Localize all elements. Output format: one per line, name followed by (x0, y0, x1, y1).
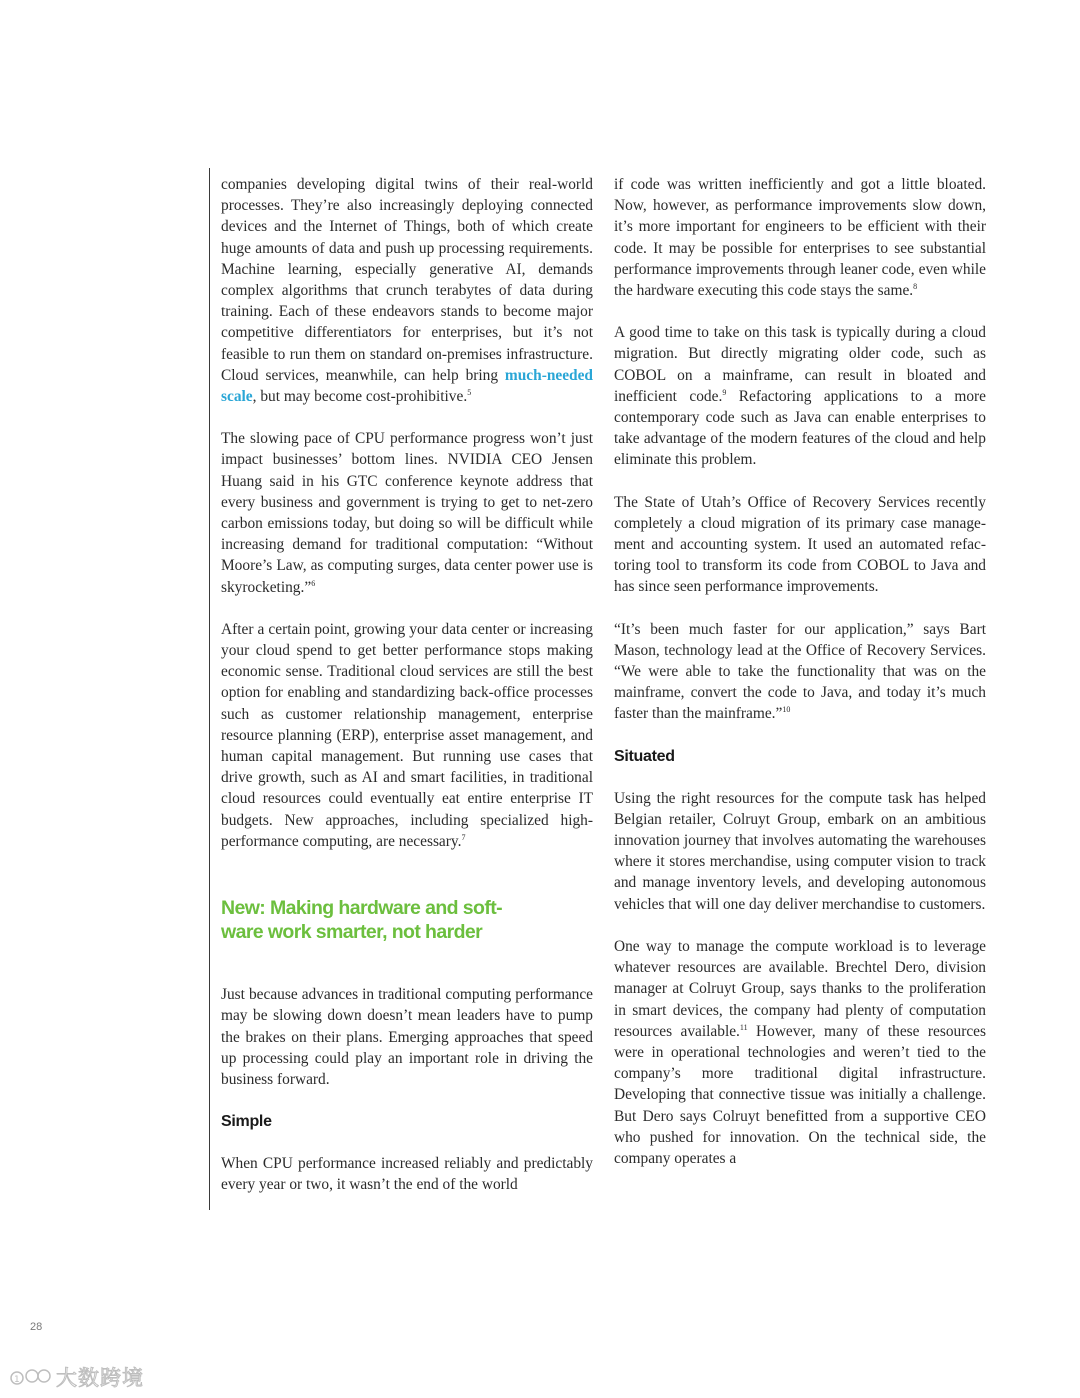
left-paragraph-2: The slowing pace of CPU performance progress won’t just impact businesses’ bottom lines. NVIDIA CEO Jensen Huang said in his GTC conference keynote address that every business and government is trying to get to net-zero carbon emissions today, but doing so will be difficult while increasing demand for traditional computation: “Without Moore’s Law, as computing surges, data center power use is skyrocketing.”$^6$ (221, 430, 593, 596)
right-paragraph-5: Using the right resources for the compute task has helped Belgian retailer, Colruyt Group, embark on an ambitious innovation journey that involves automating the warehouses where it stores merchandise, using computer vision to track and manage inventory levels, and developing autonomous vehicles that will one day deliver merchandise to customers. (614, 789, 986, 913)
watermark-text: 大数跨境 (56, 1366, 144, 1390)
footnote-ref[interactable]: 8 (913, 281, 918, 291)
footnote-ref[interactable]: 5 (467, 387, 472, 397)
left-paragraph-5: When CPU performance increased reliably and predictably every year or two, it wasn’t the end of the world (221, 1155, 593, 1194)
watermark-logo-icon (10, 1364, 52, 1390)
left-paragraph-1: companies developing digital twins of their real-world processes. They’re also increasingly deploying connected devices and the Internet of Things, both of which create huge amounts of data and push up processing requirements. Machine learning, especially generative AI, demands complex algorithms that crunch terabytes of data during training. Each of these endeavors stands to become major competitive differentiators for enterprises, but it’s not feasible to run them on standard on-premises infrastructure. Cloud services, meanwhile, can help bring much-needed scale, but may become cost-prohibitive.$^5$ (221, 176, 593, 406)
right-column (614, 174, 986, 1190)
column-divider-rule (209, 168, 210, 1210)
footnote-ref[interactable]: 11 (739, 1022, 748, 1032)
footnote-ref[interactable]: 10 (782, 705, 791, 715)
much-needed-scale-link[interactable]: much-needed scale (221, 366, 593, 406)
svg-text:1: 1 (14, 1375, 20, 1385)
subheading-situated: Situated (614, 747, 675, 765)
footnote-ref[interactable]: 6 (311, 578, 316, 588)
left-column (221, 174, 593, 1217)
right-paragraph-3: The State of Utah’s Office of Recovery Services recently completely a cloud migration of its primary case management and accounting system. It used an automated refactoring tool to transform its code from COBOL to Java and has since seen performance improvements. (614, 493, 986, 596)
page-number: 28 (30, 1321, 43, 1333)
right-paragraph-2: A good time to take on this task is typically during a cloud migration. But directly migrating older code, such as COBOL on a mainframe, can result in bloated and inefficient code.$^9$ Refactoring applications to a more contemporary code such as Java can enable enterprises to take advantage of the modern features of the cloud and help eliminate this problem. (614, 324, 986, 469)
right-paragraph-1: if code was written inefficiently and got a little bloated. Now, however, as performance improvements slow down, it’s more important for engineers to be efficient with their code. It may be possible for enterprises to see substantial performance improvements through leaner code, even while the hardware executing this code stays the same.$^8$ (614, 176, 986, 300)
footnote-ref[interactable]: 7 (461, 832, 466, 842)
left-paragraph-3: After a certain point, growing your data center or increasing your cloud spend to get better performance stops making economic sense. Traditional cloud services are still the best option for enabling and standardizing back-office processes such as customer relationship management, enterprise resource planning (ERP), enterprise asset management, and human capital management. But running use cases that drive growth, such as AI and smart facilities, in traditional cloud resources could eventually eat entire enterprise IT budgets. New approaches, including specialized high-performance computing, are necessary.$^7$ (221, 620, 593, 850)
footnote-ref[interactable]: 9 (722, 387, 727, 397)
section-heading: New: Making hardware and soft- ware work smarter, not harder (221, 897, 503, 944)
right-paragraph-4: “It’s been much faster for our application,” says Bart Mason, technology lead at the Office of Recovery Services. “We were able to take the functionality that was on the mainframe, convert the code to Java, and today it’s much faster than the mainframe.”$^{10}$ (614, 620, 986, 723)
watermark (10, 1362, 144, 1392)
right-paragraph-6: One way to manage the compute workload is to leverage whatever resources are available. Brechtel Dero, division manager at Colruyt Group, says thanks to the proliferation in smart devices, the company had plenty of computation resources available.$^{11}$ However, many of these resources were in operational technologies and weren’t tied to the company’s more traditional digital infrastructure. Developing that connective tissue was initially a challenge. But Dero says Colruyt benefitted from a supportive CEO who pushed for innovation. On the technical side, the company operates a (614, 937, 986, 1167)
subheading-simple: Simple (221, 1113, 272, 1131)
left-paragraph-4: Just because advances in traditional computing performance may be slowing down doesn’t mean leaders have to pump the brakes on their plans. Emerging approaches that speed up processing could play an important role in driving the business forward. (221, 986, 593, 1088)
